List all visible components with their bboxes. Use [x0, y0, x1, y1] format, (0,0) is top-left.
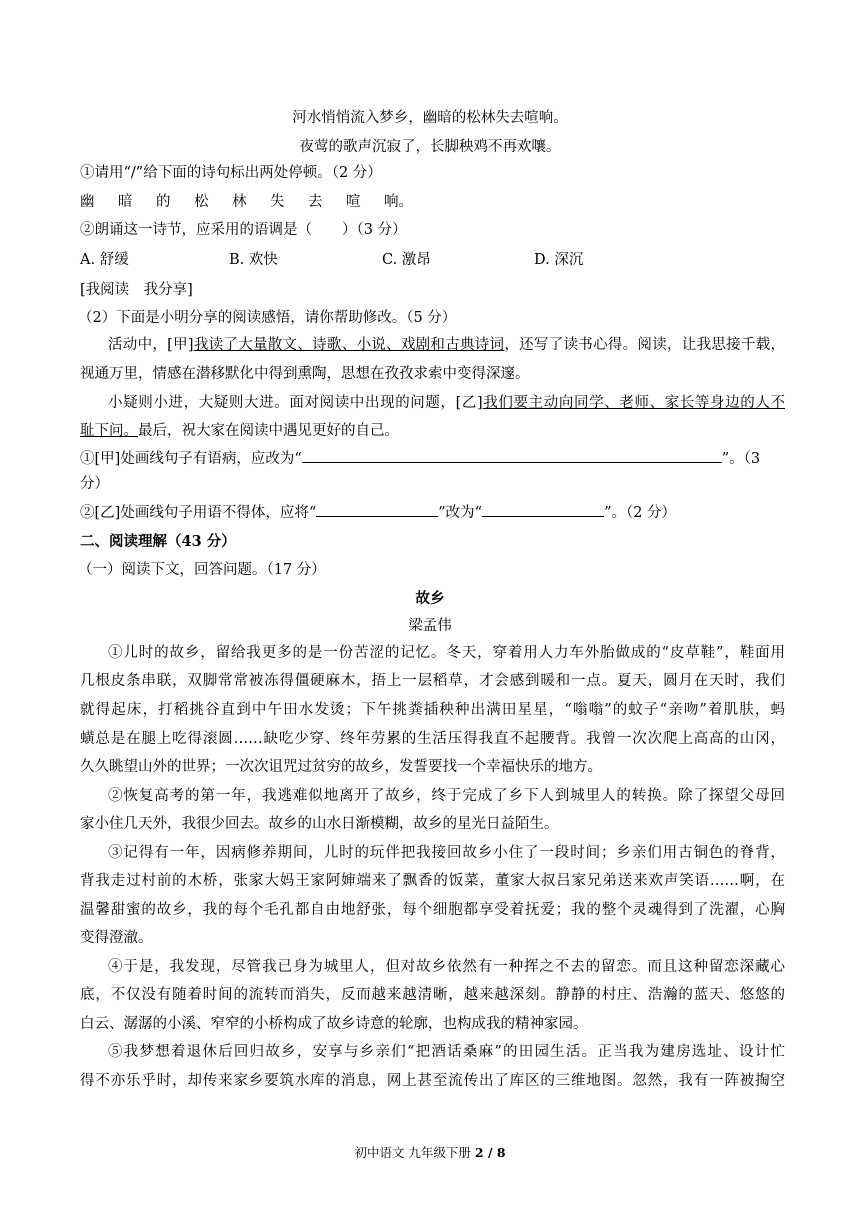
poem-char: 松 — [194, 194, 209, 210]
passage-line: 视通万里，情感在潜移默化中得到熏陶，思想在孜孜求索中变得深邃。 — [80, 366, 530, 382]
question-yi-text: ②[乙]处画线句子用语不得体，应将“ — [80, 505, 317, 521]
question-jia-score: ”。（3 — [721, 451, 761, 467]
page-number: 2 / 8 — [474, 1145, 506, 1160]
article-line: 几根皮条串联，双脚常常被冻得僵硬麻木，捂上一层稻草，才会感到暖和一点。夏天，圆月在天时，我们 — [80, 673, 785, 689]
underlined-sentence-yi: 我们要主动向同学、老师、家长等身边的人不 — [482, 395, 786, 411]
section-heading-reading: 二、阅读理解（43 分） — [80, 533, 236, 550]
poem-line-1: 河水悄悄流入梦乡，幽暗的松林失去喧响。 — [292, 110, 568, 126]
article-line: 家小住几天外，我很少回去。故乡的山水日渐模糊，故乡的星光日益陌生。 — [80, 816, 559, 832]
poem-char: 暗 — [118, 194, 133, 210]
option-a: A. 舒缓 — [80, 252, 129, 268]
poem-char: 喧 — [346, 194, 361, 210]
question-yi-text: ”改为“ — [438, 505, 483, 521]
question-intonation-suffix: ）（3 分） — [342, 222, 407, 238]
passage-line — [80, 421, 785, 441]
passage-text: ，还写了读书心得。阅读，让我思接千载， — [504, 337, 786, 353]
question-yi — [80, 503, 785, 523]
article-line: 蟥总是在腿上吃得滚圆……缺吃少穿、终年劳累的生活压得我直不起腰背。我曾一次次爬上高高的山冈， — [80, 731, 785, 747]
article-line: 变得澄澈。 — [80, 930, 153, 946]
question-jia — [80, 449, 785, 469]
section-share-heading: [我阅读 我分享] — [80, 282, 193, 298]
poem-char: 失 — [270, 194, 285, 210]
article-line: ④于是，我发现，尽管我已身为城里人，但对故乡依然有一种挥之不去的留恋。而且这种留恋深藏心 — [108, 959, 785, 975]
passage-text: 小疑则小进，大疑则大进。面对阅读中出现的问题，[乙] — [108, 395, 483, 411]
article-line: 白云、潺潺的小溪、窄窄的小桥构成了故乡诗意的轮廓，也构成我的精神家园。 — [80, 1016, 588, 1032]
article-line: 久久眺望山外的世界；一次次诅咒过贫穷的故乡，发誓要找一个幸福快乐的地方。 — [80, 759, 602, 775]
question-modify: （2）下面是小明分享的阅读感悟，请你帮助修改。（5 分） — [78, 310, 457, 326]
question-intonation — [80, 220, 785, 240]
article-line: 就得起床，打稻挑谷直到中午田水发烫；下午挑粪插秧种出满田星星，“嗡嗡”的蚊子“亲吻”着肌肤，蚂 — [80, 702, 785, 718]
article-line: 底，不仅没有随着时间的流转而消失，反而越来越清晰，越来越深刻。静静的村庄、浩瀚的蓝天、悠悠的 — [80, 987, 785, 1003]
question-jia-text: ①[甲]处画线句子有语病，应改为“ — [80, 451, 302, 467]
poem-char: 去 — [308, 194, 323, 210]
underlined-sentence-jia: 我读了大量散文、诗歌、小说、戏剧和古典诗词 — [193, 337, 505, 353]
poem-char: 的 — [156, 194, 171, 210]
article-title: 故乡 — [415, 590, 445, 607]
poem-line-spaced — [80, 192, 785, 212]
article-line: 温馨甜蜜的故乡，我的每个毛孔都自由地舒张，每个细胞都享受着抚爱；我的整个灵魂得到了洗濯，心胸 — [80, 902, 785, 918]
article-line: ⑤我梦想着退休后回归故乡，安享与乡亲们“把酒话桑麻”的田园生活。正当我为建房选址、设计忙 — [108, 1044, 785, 1060]
poem-line-2: 夜莺的歌声沉寂了，长脚秧鸡不再欢嚷。 — [299, 139, 561, 155]
subsection-heading: （一）阅读下文，回答问题。（17 分） — [78, 562, 326, 578]
poem-char: 响。 — [384, 194, 413, 210]
article-line: ③记得有一年，因病修养期间，儿时的玩伴把我接回故乡小住了一段时间；乡亲们用古铜色的脊背， — [108, 845, 785, 861]
question-pause-marks: ①请用“/”给下面的诗句标出两处停顿。（2 分） — [80, 165, 382, 181]
question-yi-score: ”。（2 分） — [604, 505, 677, 521]
article-line: 得不亦乐乎时，却传来家乡要筑水库的消息，网上甚至流传出了库区的三维地图。忽然，我有一阵被掏空 — [80, 1073, 785, 1089]
passage-text: 活动中，[甲] — [108, 337, 194, 353]
underlined-sentence-yi-cont: 耻下问。 — [80, 423, 138, 439]
page-footer — [0, 1143, 860, 1161]
answer-blank-jia[interactable] — [302, 449, 722, 463]
option-c: C. 激昂 — [382, 252, 431, 268]
article-author: 梁孟伟 — [408, 618, 452, 634]
article-line: ②恢复高考的第一年，我逃难似地离开了故乡，终于完成了乡下人到城里人的转换。除了探望父母回 — [108, 788, 785, 804]
answer-blank-yi-2[interactable] — [482, 503, 604, 517]
question-jia-cont: 分） — [80, 476, 109, 492]
question-intonation-prefix: ②朗诵这一诗节，应采用的语调是（ — [80, 222, 312, 238]
passage-line — [108, 335, 785, 355]
footer-text: 初中语文 九年级下册 — [354, 1145, 475, 1160]
passage-line — [108, 393, 785, 413]
article-line: ①儿时的故乡，留给我更多的是一份苦涩的记忆。冬天，穿着用人力车外胎做成的“皮草鞋”，鞋面用 — [108, 645, 785, 661]
poem-char: 幽 — [80, 194, 95, 210]
option-d: D. 深沉 — [534, 252, 584, 268]
passage-text: 最后，祝大家在阅读中遇见更好的自己。 — [138, 423, 399, 439]
poem-char: 林 — [232, 194, 247, 210]
option-b: B. 欢快 — [229, 252, 278, 268]
article-line: 背我走过村前的木桥，张家大妈王家阿婶端来了飘香的饭菜，董家大叔吕家兄弟送来欢声笑语……啊，在 — [80, 873, 785, 889]
answer-blank-yi-1[interactable] — [316, 503, 438, 517]
